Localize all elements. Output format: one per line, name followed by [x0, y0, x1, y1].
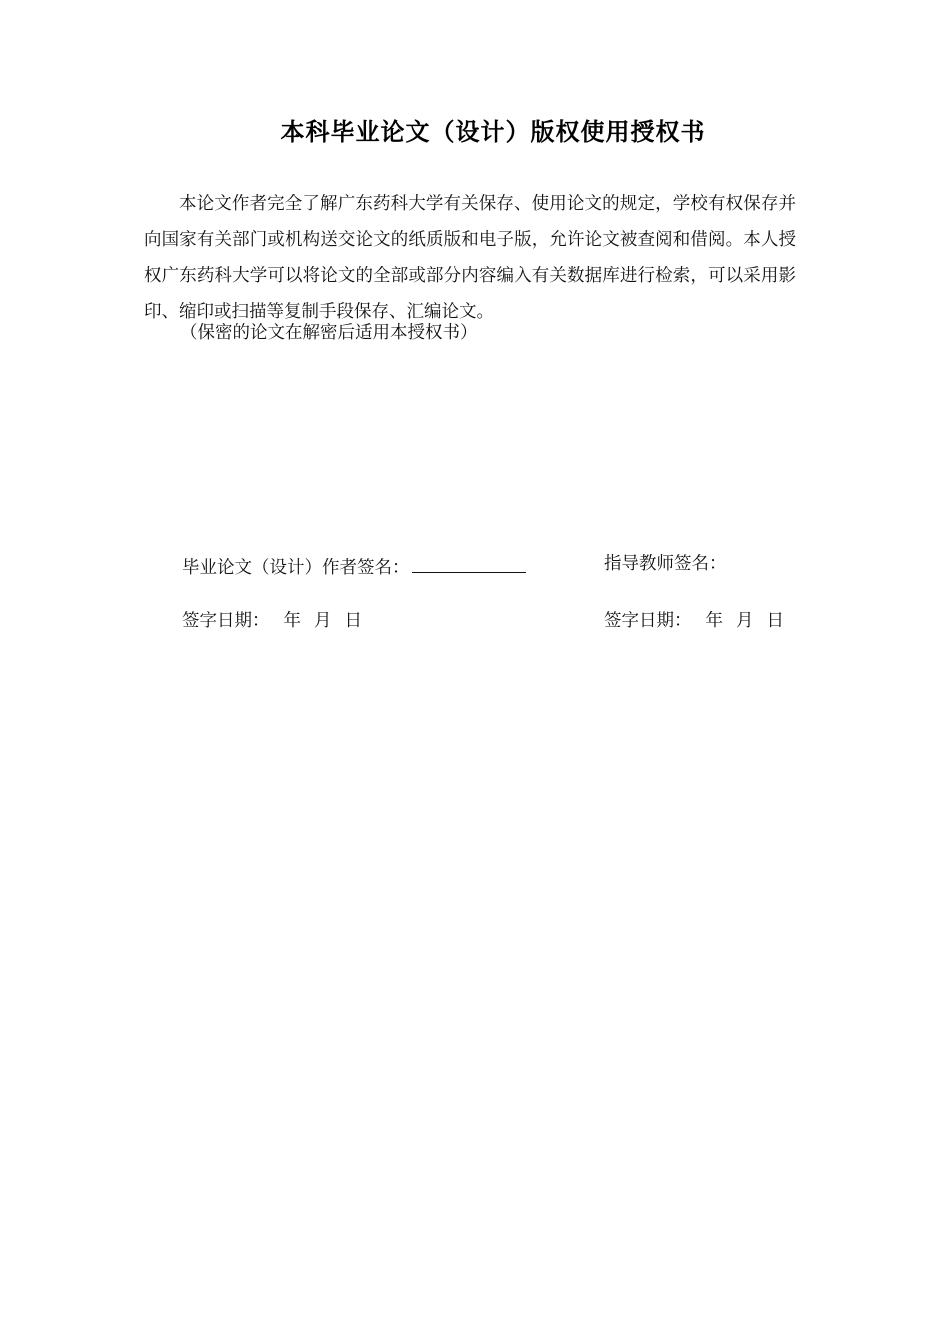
paragraph-text: 本论文作者完全了解广东药科大学有关保存、使用论文的规定，学校有权保存并向国家有关部门或机构送交论文的纸质版和电子版，允许论文被查阅和借阅。本人授权广东药科大学可以将论文的全部或部分内容编入有关数据库进行检索，可以采用影印、缩印或扫描等复制手段保存、汇编论文。	[144, 194, 796, 322]
date-label: 签字日期：	[604, 611, 692, 631]
year-label: 年	[283, 611, 301, 631]
author-signature-label: 毕业论文（设计）作者签名：	[182, 558, 410, 578]
advisor-signature-row	[604, 552, 727, 576]
author-signature-row	[182, 552, 526, 580]
year-label: 年	[705, 611, 723, 631]
day-label: 日	[344, 611, 362, 631]
author-date-row	[182, 609, 362, 633]
confidentiality-note: （保密的论文在解密后适用本授权书）	[180, 323, 478, 343]
day-label: 日	[766, 611, 784, 631]
date-label: 签字日期：	[182, 611, 270, 631]
author-signature-line[interactable]	[412, 552, 526, 573]
month-label: 月	[736, 611, 754, 631]
advisor-signature-label: 指导教师签名：	[604, 554, 727, 574]
month-label: 月	[314, 611, 332, 631]
authorization-paragraph	[144, 186, 796, 330]
advisor-date-row	[604, 609, 784, 633]
document-title: 本科毕业论文（设计）版权使用授权书	[280, 118, 706, 146]
